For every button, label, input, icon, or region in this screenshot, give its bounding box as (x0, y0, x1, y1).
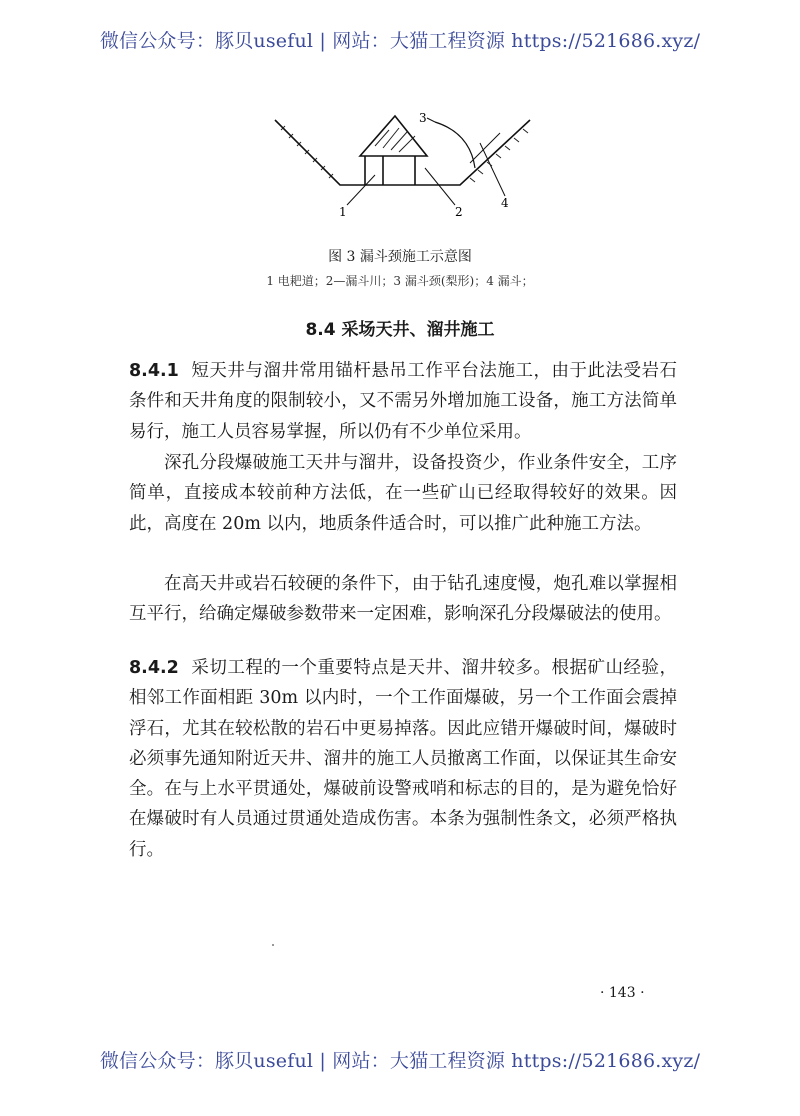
figure-label-2: 2 (455, 205, 463, 219)
watermark-top: 微信公众号：豚贝useful | 网站：大猫工程资源 https://521686.xyz/ (99, 30, 701, 52)
figure-label-1: 1 (339, 205, 347, 219)
figure-label-4: 4 (501, 196, 509, 210)
paragraph: 深孔分段爆破施工天井与溜井，设备投资少，作业条件安全，工序简单，直接成本较前种方法低，在一些矿山已经取得较好的效果。因此，高度在 20m 以内，地质条件适合时，可以推广此种施工方法。 (129, 453, 677, 534)
figure-title: 图 3 漏斗颈施工示意图 (328, 249, 472, 265)
trench-outline (275, 120, 530, 185)
paragraph-8-4-1 (129, 356, 677, 447)
funnel-neck-diagram (265, 108, 565, 233)
paragraph-text: 采切工程的一个重要特点是天井、溜井较多。根据矿山经验，相邻工作面相距 30m 以内时，一个工作面爆破，另一个工作面会震掉浮石，尤其在较松散的岩石中更易掉落。因此应错开爆破时间，爆破时必须事先通知附近天井、溜井的施工人员撤离工作面，以保证其生命安全。在与上水平贯通处，爆破前设警戒哨和标志的目的，是为避免恰好在爆破时有人员通过贯通处造成伤害。本条为强制性条文，必须严格执行。 (129, 658, 677, 860)
section-heading: 8.4 采场天井、溜井施工 (305, 320, 495, 340)
arc (435, 122, 475, 168)
clause-number: 8.4.1 (129, 361, 179, 381)
paragraph-text: 短天井与溜井常用锚杆悬吊工作平台法施工，由于此法受岩石条件和天井角度的限制较小，又不需另外增加施工设备，施工方法简单易行，施工人员容易掌握，所以仍有不少单位采用。 (129, 361, 677, 442)
paragraph-8-4-2 (129, 653, 677, 865)
paragraph: 在高天井或岩石较硬的条件下，由于钻孔速度慢，炮孔难以掌握相互平行，给确定爆破参数带来一定困难，影响深孔分段爆破法的使用。 (129, 574, 677, 625)
watermark-bottom: 微信公众号：豚贝useful | 网站：大猫工程资源 https://521686.xyz/ (99, 1050, 701, 1072)
clause-number: 8.4.2 (129, 658, 179, 678)
pyramid (360, 116, 427, 156)
page-number: · 143 · (600, 985, 645, 1001)
figure-label-3: 3 (419, 111, 427, 125)
scan-speck (272, 944, 274, 946)
figure-caption: 1 电耙道；2—漏斗川；3 漏斗颈(梨形)；4 漏斗； (266, 274, 534, 288)
